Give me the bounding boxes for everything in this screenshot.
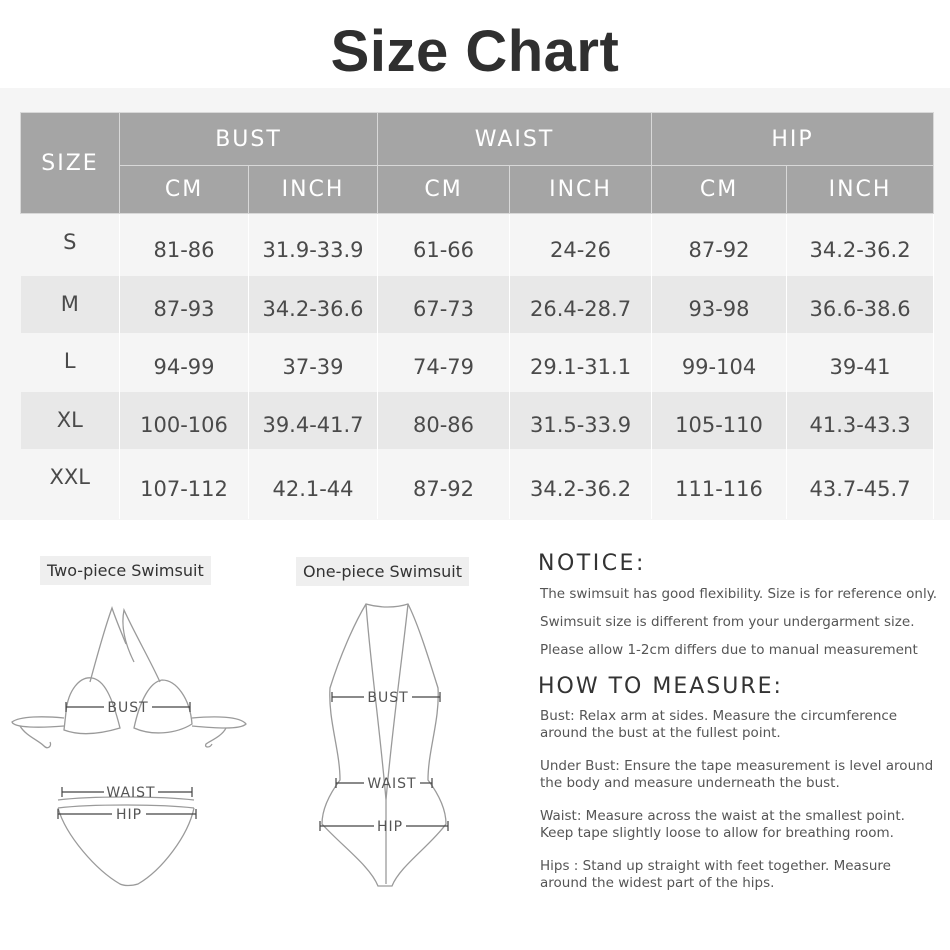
- hip-cm-cell: 111-116: [652, 449, 787, 519]
- waist-cm-cell: 87-92: [378, 449, 510, 519]
- size-cell: L: [21, 333, 120, 392]
- size-cell: XL: [21, 392, 120, 449]
- hip-cm-cell: 99-104: [652, 333, 787, 392]
- one-piece-swimsuit-illustration: [300, 600, 480, 900]
- table-row: [21, 333, 934, 392]
- measure-instruction-under-bust: Under Bust: Ensure the tape measurement is level around the body and measure underneath the bust.: [540, 758, 934, 791]
- hip-cm-cell: 105-110: [652, 392, 787, 449]
- waist-inch-cell: 34.2-36.2: [510, 449, 652, 519]
- page-title: Size Chart: [330, 19, 620, 84]
- hip-inch-cell: 41.3-43.3: [787, 392, 934, 449]
- bust-cm-cell: 100-106: [120, 392, 249, 449]
- hip-inch-cell: 36.6-38.6: [787, 276, 934, 333]
- size-cell: XXL: [21, 449, 120, 519]
- waist-inch-cell: 31.5-33.9: [510, 392, 652, 449]
- bust-cm-cell: 87-93: [120, 276, 249, 333]
- hip-group-header: HIP: [652, 113, 934, 166]
- measure-instruction-hips: Hips : Stand up straight with feet together. Measure around the widest part of the hips.: [540, 858, 891, 891]
- hip-cm-cell: 93-98: [652, 276, 787, 333]
- bust-inch-cell: 42.1-44: [249, 449, 378, 519]
- bust-inch-cell: 37-39: [249, 333, 378, 392]
- two-piece-hip-label: HIP: [115, 807, 143, 823]
- notice-line: The swimsuit has good flexibility. Size is for reference only.: [540, 586, 938, 602]
- notice-heading: NOTICE:: [538, 551, 646, 576]
- bust-cm-cell: 94-99: [120, 333, 249, 392]
- bust-group-header: BUST: [120, 113, 378, 166]
- unit-header-bust-inch: INCH: [249, 166, 378, 214]
- hip-inch-cell: 43.7-45.7: [787, 449, 934, 519]
- table-row: [21, 276, 934, 333]
- one-piece-waist-label: WAIST: [367, 776, 417, 792]
- bust-cm-cell: 81-86: [120, 214, 249, 276]
- table-row: [21, 449, 934, 519]
- measure-instruction-waist: Waist: Measure across the waist at the smallest point. Keep tape slightly loose to allow for breathing room.: [540, 808, 905, 841]
- one-piece-bust-label: BUST: [367, 690, 409, 706]
- one-piece-hip-label: HIP: [376, 819, 404, 835]
- notice-line: Swimsuit size is different from your undergarment size.: [540, 614, 915, 630]
- unit-header-waist-inch: INCH: [510, 166, 652, 214]
- how-to-measure-heading: HOW TO MEASURE:: [538, 674, 783, 699]
- unit-header-bust-cm: CM: [120, 166, 249, 214]
- unit-header-hip-inch: INCH: [787, 166, 934, 214]
- unit-header-waist-cm: CM: [378, 166, 510, 214]
- size-cell: S: [21, 214, 120, 276]
- table-row: [21, 214, 934, 276]
- waist-inch-cell: 24-26: [510, 214, 652, 276]
- waist-group-header: WAIST: [378, 113, 652, 166]
- waist-cm-cell: 80-86: [378, 392, 510, 449]
- two-piece-swimsuit-illustration: [0, 600, 260, 900]
- measure-instruction-bust: Bust: Relax arm at sides. Measure the circumference around the bust at the fullest point.: [540, 708, 898, 741]
- two-piece-title: Two-piece Swimsuit: [40, 556, 211, 585]
- waist-cm-cell: 74-79: [378, 333, 510, 392]
- waist-inch-cell: 26.4-28.7: [510, 276, 652, 333]
- bust-inch-cell: 39.4-41.7: [249, 392, 378, 449]
- notice-line: Please allow 1-2cm differs due to manual measurement: [540, 642, 918, 658]
- size-table-section: [0, 88, 950, 520]
- bust-inch-cell: 31.9-33.9: [249, 214, 378, 276]
- bust-inch-cell: 34.2-36.6: [249, 276, 378, 333]
- waist-cm-cell: 61-66: [378, 214, 510, 276]
- hip-inch-cell: 34.2-36.2: [787, 214, 934, 276]
- unit-header-hip-cm: CM: [652, 166, 787, 214]
- bust-cm-cell: 107-112: [120, 449, 249, 519]
- table-row: [21, 392, 934, 449]
- two-piece-bust-label: BUST: [107, 700, 149, 716]
- size-table: [20, 112, 934, 519]
- hip-inch-cell: 39-41: [787, 333, 934, 392]
- size-column-header: SIZE: [21, 113, 120, 214]
- size-cell: M: [21, 276, 120, 333]
- waist-cm-cell: 67-73: [378, 276, 510, 333]
- waist-inch-cell: 29.1-31.1: [510, 333, 652, 392]
- one-piece-title: One-piece Swimsuit: [296, 557, 469, 586]
- hip-cm-cell: 87-92: [652, 214, 787, 276]
- two-piece-waist-label: WAIST: [106, 785, 156, 801]
